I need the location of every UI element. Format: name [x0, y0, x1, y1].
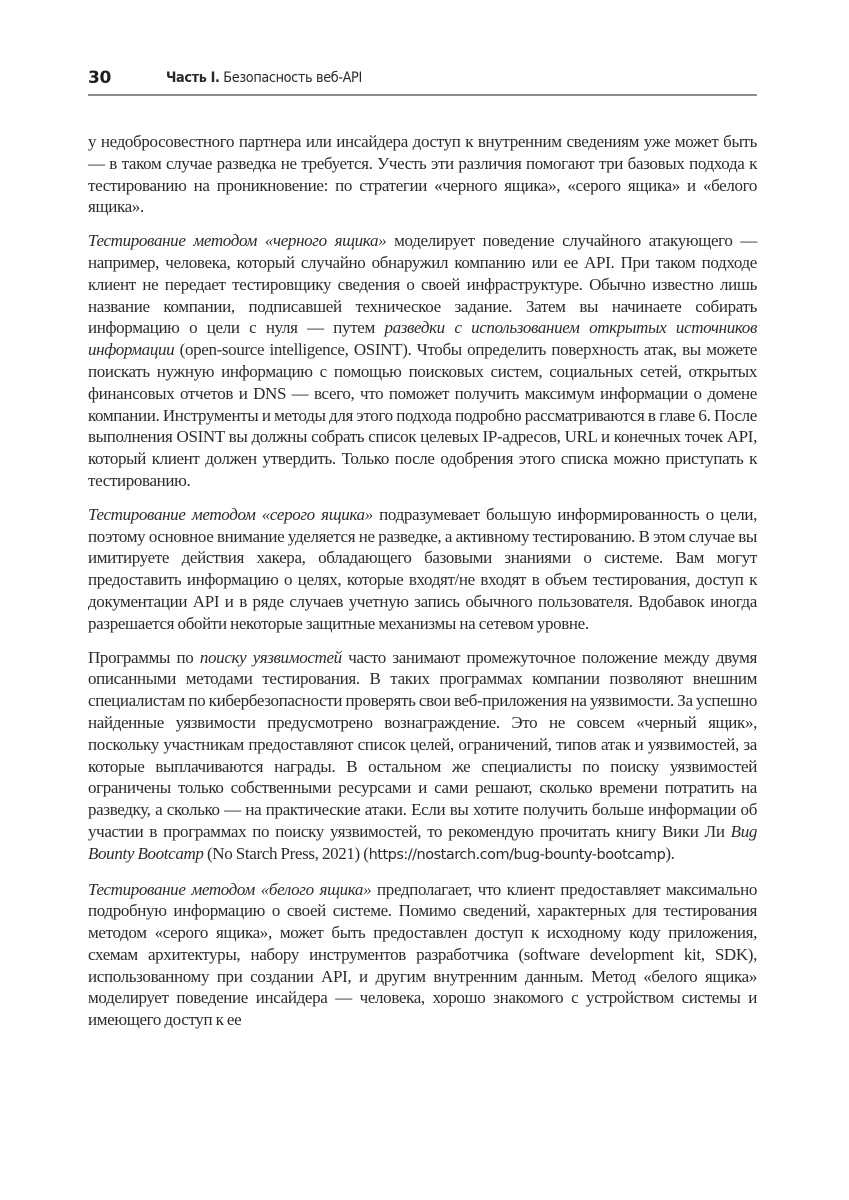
text-segment: Программы по [88, 647, 200, 667]
running-title [166, 68, 362, 88]
paragraph-black-box [88, 230, 757, 492]
page-body [88, 131, 757, 1043]
text-segment: моделирует поведение случайного атакующего — например, человека, который случайно обнаружил компанию или ее API. При таком подходе клиент не передает тестировщику сведения о своей инфраструктуре. Обычно известно лишь название компании, подписавшей техническое задание. Затем вы начинаете собирать информацию о цели с нуля — путем [88, 231, 757, 338]
text-segment: ). [665, 843, 675, 863]
running-header [88, 68, 757, 96]
paragraph-white-box [88, 879, 757, 1032]
part-title: Безопасность веб-API [219, 70, 362, 86]
term-osint: разведки с использованием открытых источников информации [88, 318, 757, 360]
text-segment: подразумевает большую информированность о цели, поэтому основное внимание уделяется не разведке, а активному тестированию. В этом случае вы имитируете действия хакера, обладающего базовыми знаниями о системе. Вам могут предоставить информацию о целях, которые входят/не входят в объем тестирования, доступ к документации API и в ряде случаев учетную запись обычного пользователя. Вдобавок иногда разрешается обойти некоторые защитные механизмы на сетевом уровне. [88, 504, 757, 633]
term-bug-bounty: поиску уязвимостей [199, 647, 342, 667]
paragraph-intro-continued [88, 131, 757, 218]
paragraph-gray-box [88, 504, 757, 635]
page-number: 30 [88, 68, 112, 88]
text-segment: у недобросовестного партнера или инсайдера доступ к внутренним сведениям уже может быть — в таком случае разведка не требуется. Учесть эти различия помогают три базовых подхода к тестированию на проникновение: по стратегии «черного ящика», «серого ящика» и «белого ящика». [88, 132, 757, 217]
term-black-box-testing: Тестирование методом «черного ящика» [88, 231, 387, 251]
text-segment: (No Starch Press, 2021) ( [203, 843, 369, 863]
term-white-box-testing: Тестирование методом «белого ящика» [88, 879, 372, 899]
text-segment: (open-source intelligence, OSINT). Чтобы определить поверхность атак, вы можете поискать нужную информацию с помощью поисковых систем, социальных сетей, открытых финансовых отчетов и DNS — всего, что поможет получить максимум информации о домене компании. Инструменты и методы для этого подхода подробно рассматриваются в главе 6. После выполнения OSINT вы должны собрать список целевых IP-адресов, URL и конечных точек API, который клиент должен утвердить. Только после одобрения этого списка можно приступать к тестированию. [88, 340, 757, 490]
term-gray-box-testing: Тестирование методом «серого ящика» [88, 504, 373, 524]
text-segment: предполагает, что клиент предоставляет максимально подробную информацию о своей системе. Помимо сведений, характерных для тестирования методом «серого ящика», может быть предоставлен доступ к исходному коду приложения, схемам архитектуры, набору инструментов разработчика (software development kit, SDK), использованному при создании API, и другим внутренним данным. Метод «белого ящика» моделирует поведение инсайдера — человека, хорошо знакомого с устройством системы и имеющего доступ к ее [88, 879, 757, 1030]
part-label: Часть I. [166, 70, 220, 86]
text-segment: часто занимают промежуточное положение между двумя описанными методами тестирования. В таких программах компании позволяют внешним специалистам по кибербезопасности проверять свои веб-приложения на уязвимости. За успешно найденные уязвимости предусмотрено вознаграждение. Это не совсем «черный ящик», поскольку участникам предоставляют список целей, ограничений, типов атак и уязвимостей, за которые выплачиваются награды. В остальном же специалисты по поиску уязвимостей ограничены только собственными ресурсами и сами решают, сколько времени потратить на разведку, а сколько — на практические атаки. Если вы хотите получить больше информации об участии в программах по поиску уязвимостей, то рекомендую прочитать книгу Вики Ли [88, 647, 758, 841]
paragraph-bug-bounty [88, 647, 757, 867]
book-url-link[interactable]: https://nostarch.com/bug-bounty-bootcamp [368, 846, 666, 863]
book-title: Bug Bounty Bootcamp [88, 821, 757, 863]
